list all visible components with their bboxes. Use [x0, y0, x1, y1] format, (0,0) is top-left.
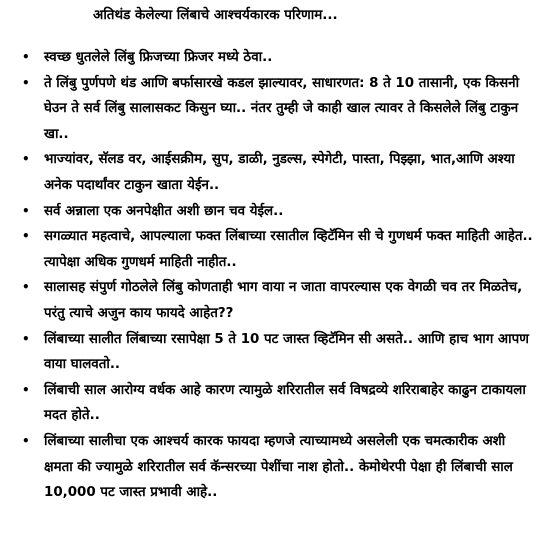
bullet-icon: • [22, 433, 30, 448]
list-item [0, 224, 545, 275]
list-item-text: सगळ्यात महत्वाचे, आपल्याला फक्त लिंबाच्या रसातील व्हिटॅमिन सी चे गुणधर्म फक्त माहिती आहेत.. त्यापेक्षा अधिक गुणधर्म माहिती नाहीत.. [44, 229, 533, 270]
bullet-icon: • [22, 50, 30, 64]
list-item [0, 327, 545, 378]
list-item [0, 429, 545, 506]
bullet-icon: • [22, 280, 30, 295]
list-item-text: स्वच्छ धुतलेले लिंबु फ्रिजच्या फ्रिजर मध्ये ठेवा.. [44, 50, 273, 65]
bullet-icon: • [22, 203, 30, 218]
list-item [0, 199, 545, 225]
bullet-icon: • [22, 331, 30, 346]
list-item [0, 45, 545, 71]
bullet-icon: • [22, 152, 30, 167]
list-item-text: भाज्यांवर, सॅलड वर, आईसक्रीम, सुप, डाळी, नुडल्स, स्पेगेटी, पास्ता, पिझ्झा, भात,आणि अश्या अनेक पदार्थांवर टाकुन खाता येईन.. [44, 152, 515, 193]
list-item [0, 275, 545, 326]
list-item-text: लिंबाच्या सालीत लिंबाच्या रसापेक्षा 5 ते 10 पट जास्त व्हिटॅमिन सी असते.. आणि हाच भाग आपण वाया घालवतो.. [44, 331, 529, 373]
list-item-text: सर्व अन्नाला एक अनपेक्षीत अशी छान चव येईल.. [44, 203, 284, 219]
bullet-icon: • [22, 229, 30, 244]
bullet-icon: • [22, 382, 30, 397]
list-item [0, 71, 545, 148]
list-item-text: ते लिंबु पुर्णपणे थंड आणि बर्फासारखे कडल झाल्यावर, साधारणत: 8 ते 10 तासानी, एक किसनी घेउन ते सर्व लिंबु सालासकट किसुन घ्या.. नंतर तुम्ही जे काही खाल त्यावर ते किसलेले लिंबु टाकुन खा.. [44, 75, 520, 142]
list-item [0, 378, 545, 429]
bullet-icon: • [22, 75, 30, 90]
bullet-list [0, 45, 545, 506]
list-item-text: लिंबाची साल आरोग्य वर्धक आहे कारण त्यामुळे शरिरातील सर्व विषद्रव्ये शरिराबाहेर काढुन टाकायला मदत होते.. [44, 382, 526, 424]
list-item-text: लिंबाच्या सालीचा एक आश्चर्य कारक फायदा म्हणजे त्याच्यामध्ये असलेली एक चमत्कारीक अशी क्षमता की ज्यामुळे शरिरातील सर्व कॅन्सरच्या पेशींचा नाश होतो.. केमोथेरपी पेक्षा ही लिंबाची साल 10,000 पट जास्त प्रभावी आहे.. [44, 433, 513, 501]
list-item-text: सालासह संपुर्ण गोठलेले लिंबु कोणताही भाग वाया न जाता वापरल्यास एक वेगळी चव तर मिळतेच, परंतु त्याचे अजुन काय फायदे आहेत?? [44, 280, 523, 321]
list-item [0, 147, 545, 198]
page-title: अतिथंड केलेल्या लिंबाचे आश्चर्यकारक परिणाम... [93, 7, 338, 23]
